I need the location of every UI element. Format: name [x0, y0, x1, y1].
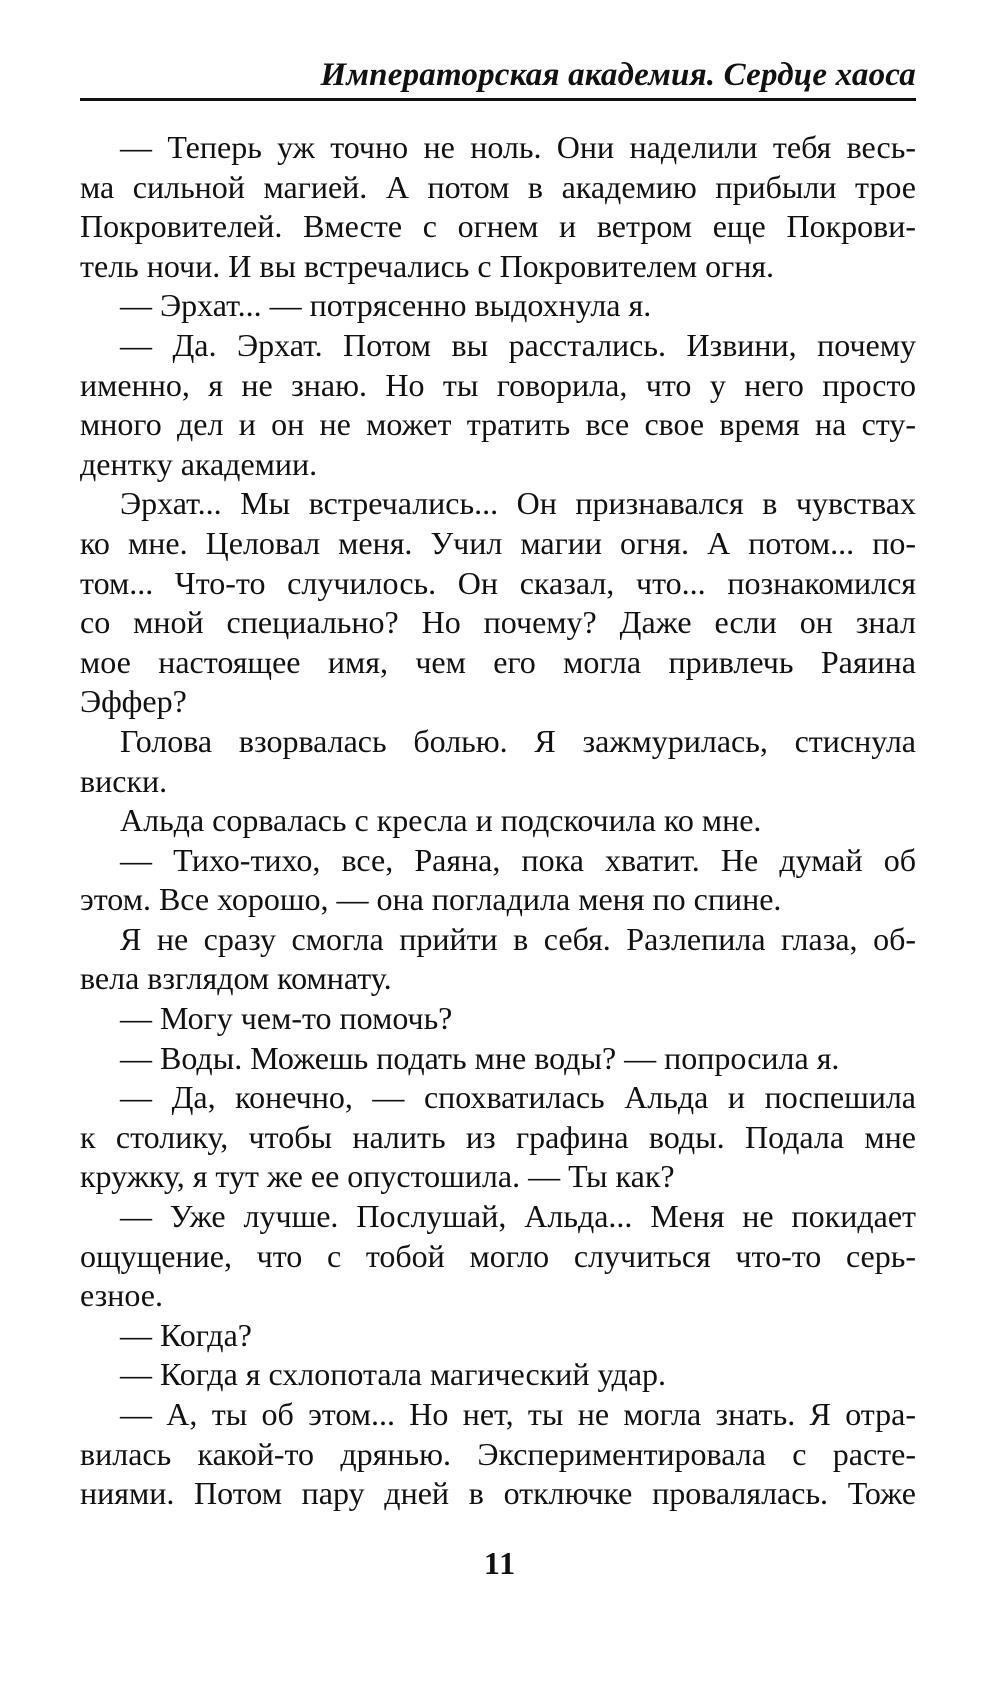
paragraph: [80, 999, 916, 1039]
paragraph: [80, 1316, 916, 1356]
paragraph: [80, 1039, 916, 1079]
text-line: том... Что-то случилось. Он сказал, что... познакомился: [80, 564, 916, 601]
text-line: — Да, конечно, — спохватилась Альда и поспешила: [120, 1079, 916, 1116]
text-line: ма сильной магией. А потом в академию прибыли трое: [80, 168, 916, 205]
paragraph: [80, 722, 916, 801]
text-line: — А, ты об этом... Но нет, ты не могла знать. Я отра-: [120, 1396, 916, 1432]
text-line: — Уже лучше. Послушай, Альда... Меня не покидает: [120, 1198, 916, 1235]
text-line: — Эрхат... — потрясенно выдохнула я.: [120, 287, 652, 324]
book-title: Императорская академия. Сердце хаоса: [320, 57, 916, 93]
text-line: виски.: [80, 762, 168, 799]
text-line: Покровителей. Вместе с огнем и ветром еще Покрови-: [80, 208, 916, 245]
text-line: езное.: [80, 1277, 163, 1314]
paragraph: [80, 128, 916, 286]
text-line: — Да. Эрхат. Потом вы расстались. Извини, почему: [120, 326, 916, 363]
text-line: — Теперь уж точно не ноль. Они наделили тебя весь-: [120, 129, 916, 165]
page-body: [80, 128, 916, 1514]
paragraph: [80, 1395, 916, 1514]
text-line: — Воды. Можешь подать мне воды? — попросила я.: [120, 1039, 840, 1076]
text-line: — Могу чем-то помочь?: [120, 1000, 453, 1037]
paragraph: [80, 801, 916, 841]
text-line: много дел и он не может тратить все свое время на сту-: [80, 406, 916, 443]
paragraph: [80, 326, 916, 484]
text-line: кружку, я тут же ее опустошила. — Ты как?: [80, 1158, 675, 1195]
text-line: ощущение, что с тобой могло случиться что-то серь-: [80, 1237, 916, 1274]
paragraph: [80, 286, 916, 326]
text-line: ко мне. Целовал меня. Учил магии огня. А потом... по-: [80, 524, 916, 561]
paragraph: [80, 484, 916, 722]
text-line: Я не сразу смогла прийти в себя. Разлепила глаза, об-: [120, 920, 916, 957]
text-line: — Когда я схлопотала магический удар.: [120, 1356, 667, 1393]
text-line: ниями. Потом пару дней в отключке провалялась. Тоже: [80, 1475, 916, 1512]
text-line: Эрхат... Мы встречались... Он признавался в чувствах: [120, 485, 916, 522]
text-line: вилась какой-то дрянью. Экспериментировала с расте-: [80, 1435, 916, 1472]
paragraph: [80, 1355, 916, 1395]
text-line: мое настоящее имя, чем его могла привлечь Раяина: [80, 643, 916, 680]
text-line: тель ночи. И вы встречались с Покровителем огня.: [80, 247, 775, 284]
text-line: — Когда?: [120, 1316, 252, 1353]
text-line: со мной специально? Но почему? Даже если он знал: [80, 604, 916, 641]
text-line: к столику, чтобы налить из графина воды. Подала мне: [80, 1118, 916, 1155]
text-line: именно, я не знаю. Но ты говорила, что у него просто: [80, 366, 916, 403]
text-line: этом. Все хорошо, — она погладила меня по спине.: [80, 881, 782, 918]
text-line: Альда сорвалась с кресла и подскочила ко мне.: [120, 802, 762, 839]
page-number: 11: [483, 1545, 517, 1581]
paragraph: [80, 1197, 916, 1316]
text-line: — Тихо-тихо, все, Раяна, пока хватит. Не думай об: [120, 841, 916, 878]
running-header: [80, 52, 916, 101]
text-line: вела взглядом комнату.: [80, 960, 392, 997]
paragraph: [80, 1078, 916, 1197]
paragraph: [80, 841, 916, 920]
text-line: дентку академии.: [80, 445, 318, 482]
text-line: Эффер?: [80, 683, 187, 720]
paragraph: [80, 920, 916, 999]
text-line: Голова взорвалась болью. Я зажмурилась, стиснула: [120, 722, 916, 759]
